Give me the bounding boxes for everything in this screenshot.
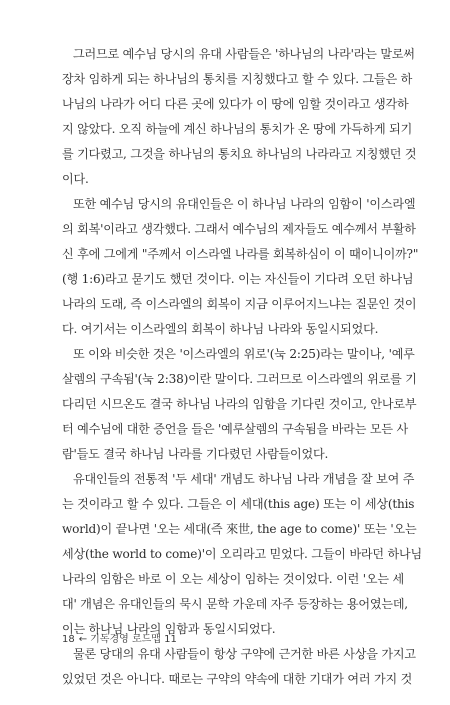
text-line: 세상(the world to come)'이 오리라고 믿었다. 그들이 바라던 하나님 <box>62 547 422 561</box>
text-line: 는 것이라고 할 수 있다. 그들은 이 세대(this age) 또는 이 세상(this <box>62 497 415 511</box>
text-line: 대' 개념은 유대인들의 묵시 문학 가운데 자주 등장하는 용어였는데, <box>62 597 408 611</box>
page-number: 18 <box>62 634 75 645</box>
text-line: world)이 끝나면 '오는 세대(즉 來世, the age to come)' 또는 '오는 <box>62 522 417 536</box>
page-footer <box>62 633 177 647</box>
text-line: 그러므로 예수님 당시의 유대 사람들은 '하나님의 나라'라는 말로써 <box>73 47 415 61</box>
text-line: 또 이와 비슷한 것은 '이스라엘의 위로'(눅 2:25)라는 말이나, '예루 <box>73 347 415 361</box>
text-line: 있었던 것은 아니다. 때로는 구약의 약속에 대한 기대가 여러 가지 것 <box>62 672 413 686</box>
text-line: 나라의 도래, 즉 이스라엘의 회복이 지금 이루어지느냐는 질문인 것이 <box>62 297 417 311</box>
text-line: 유대인들의 전통적 '두 세대' 개념도 하나님 나라 개념을 잘 보여 주 <box>73 472 415 486</box>
text-line: 를 기다렸고, 그것을 하나님의 통치요 하나님의 나라라고 지칭했던 것 <box>62 147 417 161</box>
text-line: 나님의 나라가 어디 다른 곳에 있다가 이 땅에 임할 것이라고 생각하 <box>62 97 409 111</box>
text-line: 이는 하나님 나라의 임함과 동일시되었다. <box>62 622 276 636</box>
text-line: 또한 예수님 당시의 유대인들은 이 하나님 나라의 임함이 '이스라엘 <box>73 197 416 211</box>
text-line: 장차 임하게 되는 하나님의 통치를 지칭했다고 할 수 있다. 그들은 하 <box>62 72 413 86</box>
text-line: 살렘의 구속됨'(눅 2:38)이란 말이다. 그러므로 이스라엘의 위로를 기 <box>62 372 417 386</box>
book-title: 기독경영 로드맵 11 <box>90 634 177 645</box>
text-line: 다리던 시므온도 결국 하나님 나라의 임함을 기다린 것이고, 안나로부 <box>62 397 417 411</box>
text-line: 물론 당대의 유대 사람들이 항상 구약에 근거한 바른 사상을 가지고 <box>73 647 416 661</box>
text-line: 다. 여기서는 이스라엘의 회복이 하나님 나라와 동일시되었다. <box>62 322 379 336</box>
text-line: 람'들도 결국 하나님 나라를 기다렸던 사람들이었다. <box>62 447 329 461</box>
text-line: 이다. <box>62 172 89 186</box>
text-line: 터 예수님에 대한 증언을 들은 '예루살렘의 구속됨을 바라는 모든 사 <box>62 422 408 436</box>
text-line: 나라의 임함은 바로 이 오는 세상이 임하는 것이었다. 이런 '오는 세 <box>62 572 404 586</box>
text-line: (행 1:6)라고 묻기도 했던 것이다. 이는 자신들이 기다려 오던 하나님 <box>62 272 414 286</box>
page-body <box>62 42 422 692</box>
text-line: 의 회복'이라고 생각했다. 그래서 예수님의 제자들도 예수께서 부활하 <box>62 222 416 236</box>
text-line: 지 않았다. 오직 하늘에 계신 하나님의 통치가 온 땅에 가득하게 되기 <box>62 122 413 136</box>
footer-separator: ← <box>78 634 88 645</box>
text-line: 신 후에 그에게 "주께서 이스라엘 나라를 회복하심이 이 때이니이까?" <box>62 247 419 261</box>
